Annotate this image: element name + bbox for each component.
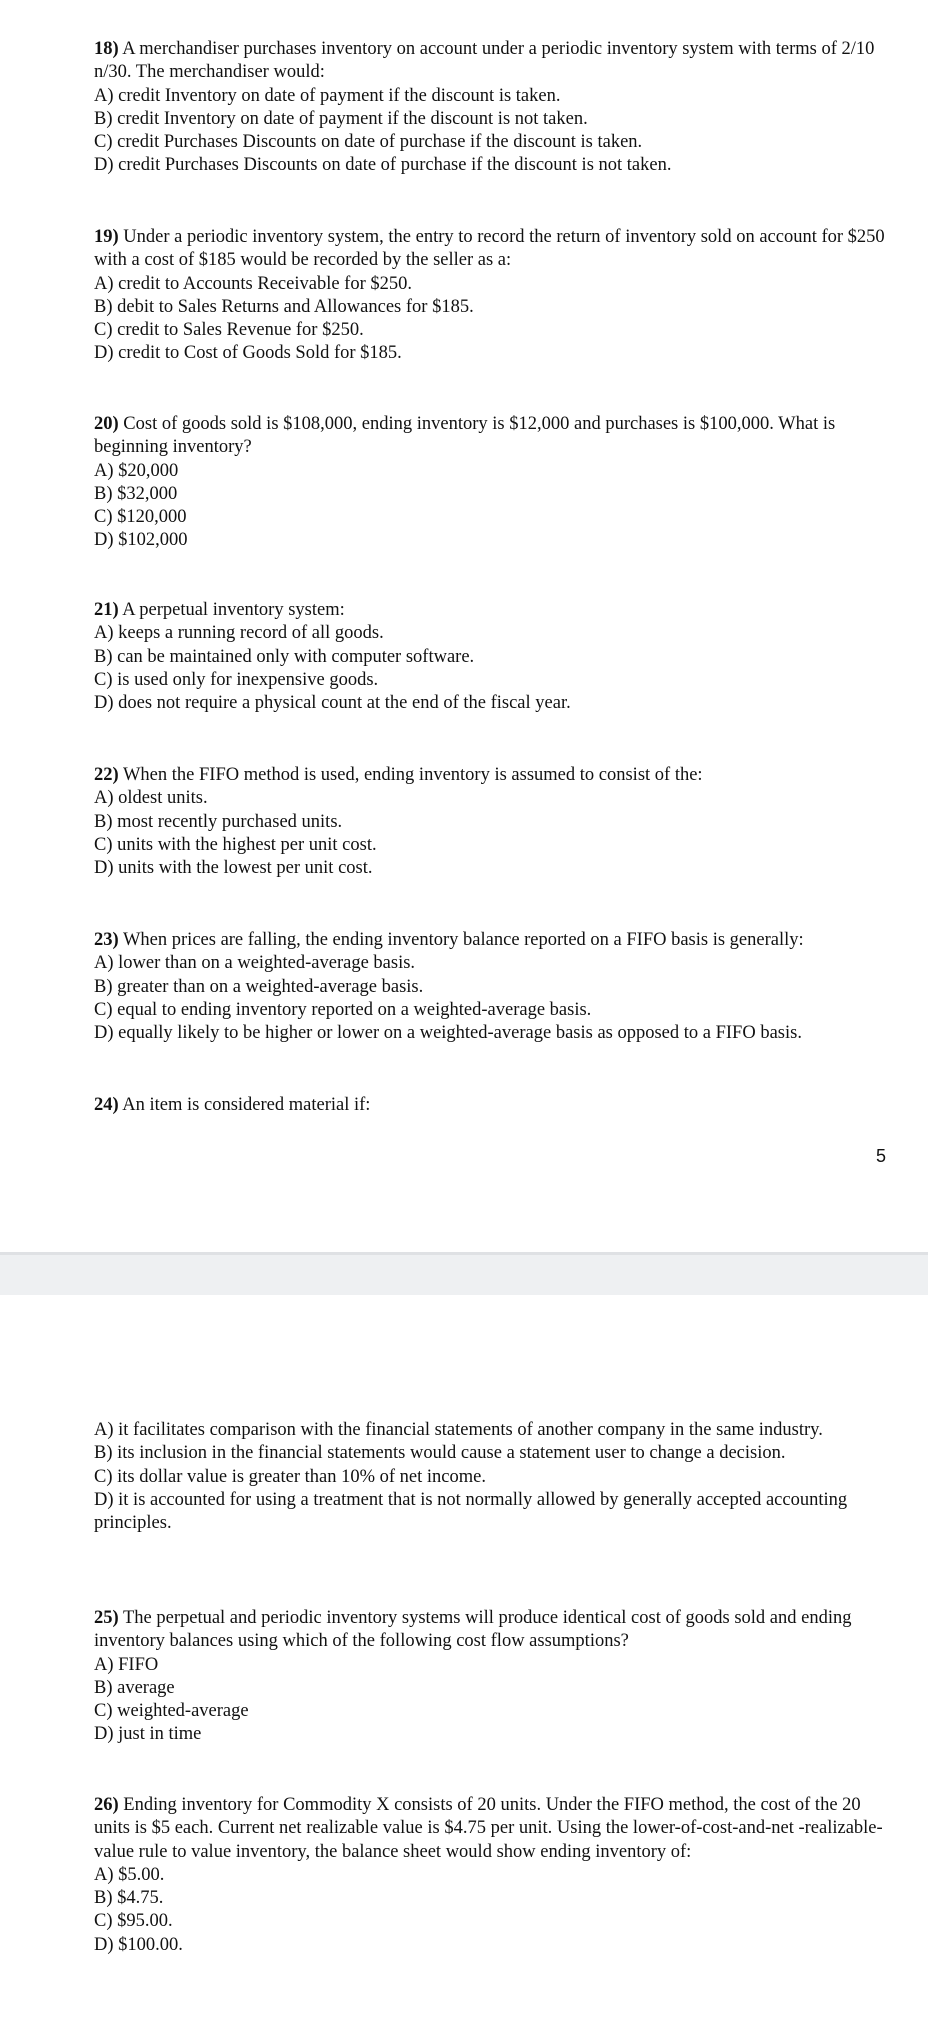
option-d: D) credit Purchases Discounts on date of purchase if the discount is not taken.: [94, 155, 672, 176]
answer-options: [94, 273, 894, 366]
option-d: D) units with the lowest per unit cost.: [94, 858, 373, 879]
question-text: [94, 1794, 894, 1864]
option-b: B) greater than on a weighted-average basis.: [94, 976, 424, 997]
option-a: A) lower than on a weighted-average basis.: [94, 953, 416, 974]
answer-options: [94, 1419, 894, 1535]
option-b: B) its inclusion in the financial statements would cause a statement user to change a decision.: [94, 1443, 786, 1464]
question-20: [94, 413, 894, 553]
question-number: 20): [94, 414, 119, 434]
question-25: [94, 1607, 894, 1747]
option-c: C) credit to Sales Revenue for $250.: [94, 320, 364, 341]
question-23: [94, 929, 894, 1045]
option-b: B) $4.75.: [94, 1888, 164, 1909]
option-c: C) its dollar value is greater than 10% of net income.: [94, 1466, 486, 1487]
answer-options: [94, 1654, 894, 1747]
question-stem: When prices are falling, the ending inventory balance reported on a FIFO basis is generally:: [122, 930, 804, 950]
option-a: A) FIFO: [94, 1654, 159, 1675]
answer-options: [94, 787, 894, 880]
option-c: C) $120,000: [94, 507, 187, 528]
page-number: 5: [876, 1146, 887, 1166]
question-stem: Ending inventory for Commodity X consists of 20 units. Under the FIFO method, the cost of the 20 units is $5 each. Current net realizable value is $4.75 per unit. Using the lower-of-cost-and-net -realizable-value rule to value inventory, the balance sheet would show ending inventory of:: [94, 1795, 883, 1862]
option-a: A) keeps a running record of all goods.: [94, 623, 384, 644]
page-separator: [0, 1252, 928, 1295]
question-stem: Under a periodic inventory system, the entry to record the return of inventory sold on account for $250 with a cost of $185 would be recorded by the seller as a:: [94, 227, 885, 271]
question-stem: A merchandiser purchases inventory on account under a periodic inventory system with terms of 2/10 n/30. The merchandiser would:: [94, 39, 875, 83]
option-b: B) credit Inventory on date of payment if the discount is not taken.: [94, 108, 588, 129]
question-stem: Cost of goods sold is $108,000, ending inventory is $12,000 and purchases is $100,000. What is beginning inventory?: [94, 414, 836, 458]
option-b: B) average: [94, 1677, 175, 1698]
option-c: C) units with the highest per unit cost.: [94, 834, 377, 855]
answer-options: [94, 460, 894, 553]
answer-options: [94, 622, 894, 715]
question-21: [94, 599, 894, 715]
question-number: 25): [94, 1608, 119, 1628]
answer-options: [94, 1864, 894, 1957]
question-text: [94, 1607, 894, 1654]
document-page: [0, 1295, 928, 2027]
question-number: 18): [94, 39, 119, 59]
option-a: A) $20,000: [94, 460, 179, 481]
question-stem: An item is considered material if:: [122, 1095, 371, 1115]
option-d: D) credit to Cost of Goods Sold for $185.: [94, 343, 402, 364]
question-26: [94, 1794, 894, 1957]
option-a: A) oldest units.: [94, 788, 208, 809]
option-b: B) most recently purchased units.: [94, 811, 343, 832]
question-text: [94, 1094, 894, 1117]
option-b: B) can be maintained only with computer software.: [94, 646, 475, 667]
option-a: A) $5.00.: [94, 1864, 165, 1885]
question-number: 26): [94, 1795, 119, 1815]
question-number: 19): [94, 227, 119, 247]
option-b: B) debit to Sales Returns and Allowances for $185.: [94, 296, 474, 317]
question-22: [94, 764, 894, 880]
question-number: 22): [94, 765, 119, 785]
question-stem: When the FIFO method is used, ending inventory is assumed to consist of the:: [122, 765, 703, 785]
option-d: D) it is accounted for using a treatment that is not normally allowed by generally accepted accounting principles.: [94, 1489, 848, 1534]
question-text: [94, 929, 894, 952]
option-d: D) $100.00.: [94, 1934, 183, 1955]
question-24: [94, 1094, 894, 1117]
option-a: A) credit Inventory on date of payment if the discount is taken.: [94, 85, 561, 106]
option-d: D) does not require a physical count at the end of the fiscal year.: [94, 693, 571, 714]
option-d: D) equally likely to be higher or lower on a weighted-average basis as opposed to a FIFO basis.: [94, 1023, 802, 1044]
question-text: [94, 599, 894, 622]
question-number: 21): [94, 600, 119, 620]
question-stem: The perpetual and periodic inventory systems will produce identical cost of goods sold and ending inventory balances using which of the following cost flow assumptions?: [94, 1608, 852, 1652]
option-c: C) credit Purchases Discounts on date of purchase if the discount is taken.: [94, 132, 643, 153]
question-number: 23): [94, 930, 119, 950]
option-a: A) credit to Accounts Receivable for $250.: [94, 273, 412, 294]
question-number: 24): [94, 1095, 119, 1115]
option-c: C) $95.00.: [94, 1911, 173, 1932]
question-18: [94, 38, 894, 178]
option-b: B) $32,000: [94, 483, 178, 504]
question-text: [94, 764, 894, 787]
option-d: D) just in time: [94, 1724, 202, 1745]
question-text: [94, 38, 894, 85]
option-c: C) equal to ending inventory reported on a weighted-average basis.: [94, 999, 592, 1020]
question-text: [94, 413, 894, 460]
option-c: C) weighted-average: [94, 1701, 249, 1722]
question-24-continued: [94, 1419, 894, 1535]
option-a: A) it facilitates comparison with the financial statements of another company in the same industry.: [94, 1420, 823, 1440]
answer-options: [94, 952, 894, 1045]
question-text: [94, 226, 894, 273]
option-d: D) $102,000: [94, 530, 188, 551]
answer-options: [94, 85, 894, 178]
question-19: [94, 226, 894, 366]
option-c: C) is used only for inexpensive goods.: [94, 669, 379, 690]
question-stem: A perpetual inventory system:: [122, 600, 345, 620]
